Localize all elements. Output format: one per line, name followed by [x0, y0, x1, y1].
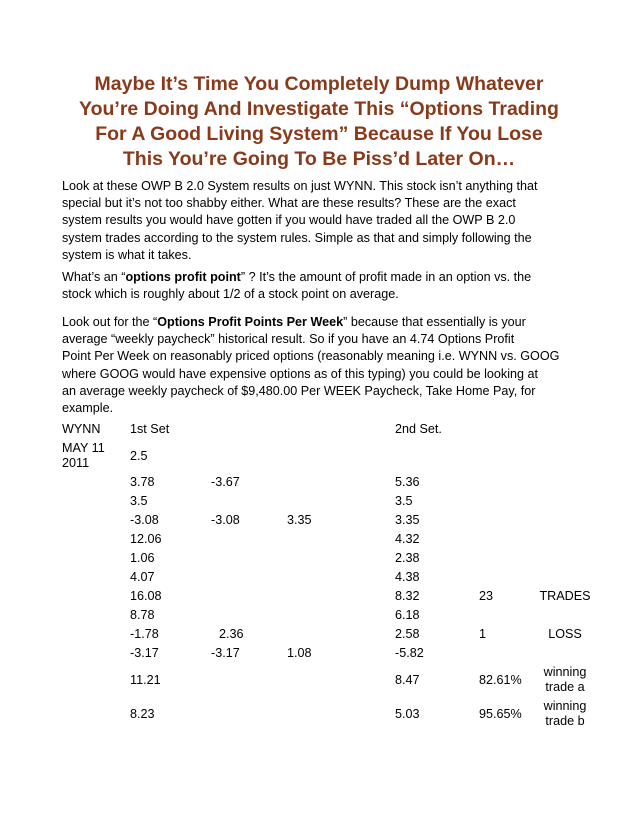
table-row [58, 530, 595, 549]
table-cell: 5.03 [395, 706, 420, 721]
table-cell [207, 439, 283, 473]
table-cell [58, 644, 126, 663]
table-cell [283, 492, 391, 511]
table-cell [283, 606, 391, 625]
table-cell [535, 606, 595, 625]
table-cell [58, 530, 126, 549]
table-row [58, 644, 595, 663]
table-cell [475, 530, 535, 549]
table-cell [535, 511, 595, 530]
table-cell [535, 420, 595, 439]
table-cell [58, 587, 126, 606]
paragraph-line: system results you would have gotten if you would have traded all the OWP B 2.0 [62, 213, 516, 228]
bold-term: Options Profit Points Per Week [157, 315, 344, 329]
table-cell [535, 473, 595, 492]
table-row [58, 492, 595, 511]
table-cell: 3.5 [395, 494, 413, 508]
paragraph-line: system is what it takes. [62, 247, 192, 262]
definition-paragraph [62, 269, 582, 303]
table-row [58, 568, 595, 587]
text-segment: What’s an “ [62, 270, 126, 284]
table-cell [58, 492, 126, 511]
table-cell: 1.08 [287, 646, 312, 660]
table-cell: winning trade a [543, 665, 587, 694]
table-cell: 4.32 [395, 532, 420, 546]
paragraph-line [62, 269, 582, 286]
table-cell [207, 568, 283, 587]
text-segment: ” ? It’s the amount of profit made in an option vs. the [240, 270, 532, 284]
table-row [58, 549, 595, 568]
table-cell: 8.32 [395, 589, 420, 603]
table-cell: 8.78 [130, 608, 155, 622]
table-cell [475, 511, 535, 530]
paragraph-line: stock which is roughly about 1/2 of a stock point on average. [62, 287, 399, 302]
table-cell: 4.38 [395, 570, 420, 584]
text-segment: ” because that essentially is your [343, 315, 526, 329]
table-cell [283, 439, 391, 473]
paragraph-line: Look at these OWP B 2.0 System results on just WYNN. This stock isn’t anything that [62, 179, 538, 193]
weekly-paycheck-paragraph [62, 314, 582, 417]
table-cell: -5.82 [395, 646, 424, 660]
table-cell: 6.18 [395, 608, 420, 622]
table-cell [58, 606, 126, 625]
table-row [58, 663, 595, 697]
table-cell: 5.36 [395, 475, 420, 489]
table-row [58, 439, 595, 473]
paragraph-line: where GOOG would have expensive options as of this typing) you could be looking at [62, 366, 539, 381]
table-cell: -3.67 [211, 475, 240, 489]
table-cell [475, 473, 535, 492]
table-cell [207, 606, 283, 625]
bold-term: options profit point [125, 270, 241, 284]
table-cell [207, 492, 283, 511]
table-cell: 2.38 [395, 551, 420, 565]
table-cell [475, 606, 535, 625]
table-row [58, 587, 595, 606]
table-row [58, 625, 595, 644]
table-cell [391, 439, 475, 473]
table-cell: 4.07 [130, 570, 155, 584]
table-cell [283, 420, 391, 439]
title-line: This You’re Going To Be Piss’d Later On… [122, 148, 516, 170]
table-cell [58, 549, 126, 568]
table-cell: -3.17 [130, 646, 159, 660]
page-title [62, 72, 576, 172]
title-line: You’re Doing And Investigate This “Options Trading [79, 98, 559, 120]
table-row [58, 511, 595, 530]
table-cell [207, 420, 283, 439]
table-cell: 11.21 [130, 672, 161, 687]
table-cell: 1 [479, 627, 487, 641]
table-cell: -1.78 [130, 627, 159, 641]
table-cell: 2nd Set. [395, 422, 442, 436]
table-cell [207, 549, 283, 568]
table-row [58, 420, 595, 439]
paragraph-line: special but it’s not too shabby either. What are these results? These are the exact [62, 196, 516, 211]
table-cell: 82.61% [479, 672, 522, 687]
table-cell [475, 420, 535, 439]
table-cell: 16.08 [130, 589, 162, 603]
table-cell [283, 663, 391, 697]
table-cell: 2.5 [130, 448, 148, 463]
table-cell [475, 549, 535, 568]
table-cell [58, 511, 126, 530]
table-cell: 3.78 [130, 475, 155, 489]
table-cell [535, 568, 595, 587]
table-cell [283, 587, 391, 606]
text-segment: Look out for the “ [62, 315, 158, 329]
table-cell: 2.36 [219, 627, 244, 641]
table-cell [58, 473, 126, 492]
table-cell [58, 625, 126, 644]
table-cell: 23 [479, 589, 494, 603]
paragraph-line [62, 314, 582, 331]
table-row [58, 697, 595, 731]
table-cell: -3.08 [130, 513, 159, 527]
title-line: For A Good Living System” Because If You Lose [95, 123, 543, 145]
paragraph-line: Point Per Week on reasonably priced options (reasonably meaning i.e. WYNN vs. GOOG [62, 349, 560, 364]
title-line: Maybe It’s Time You Completely Dump Whatever [94, 73, 544, 95]
intro-paragraph [62, 178, 582, 264]
table-cell [535, 644, 595, 663]
results-table [58, 420, 595, 731]
table-cell [475, 644, 535, 663]
table-cell: 1.06 [130, 551, 155, 565]
table-cell [475, 568, 535, 587]
table-cell [283, 568, 391, 587]
paragraph-line: average “weekly paycheck” historical result. So if you have an 4.74 Options Profit [62, 332, 515, 347]
table-cell [207, 587, 283, 606]
table-cell [283, 697, 391, 731]
table-cell [207, 663, 283, 697]
table-cell: 8.23 [130, 706, 155, 721]
paragraph-line: example. [62, 401, 114, 416]
table-cell [58, 663, 126, 697]
table-row [58, 606, 595, 625]
table-cell [475, 492, 535, 511]
table-cell: 1st Set [130, 422, 170, 436]
table-cell [535, 439, 595, 473]
table-cell [207, 697, 283, 731]
table-cell: 2.58 [395, 627, 420, 641]
table-cell [283, 530, 391, 549]
paragraph-line: an average weekly paycheck of $9,480.00 Per WEEK Paycheck, Take Home Pay, for [62, 383, 536, 398]
table-cell [535, 549, 595, 568]
table-cell [207, 530, 283, 549]
table-cell: 3.5 [130, 494, 148, 508]
table-cell: 3.35 [395, 513, 420, 527]
table-cell [283, 549, 391, 568]
table-cell [58, 568, 126, 587]
table-cell: WYNN [62, 422, 101, 436]
table-cell: MAY 11 2011 [62, 441, 105, 470]
table-cell: 8.47 [395, 672, 420, 687]
table-cell: 95.65% [479, 706, 522, 721]
table-cell: LOSS [548, 627, 582, 641]
table-cell: -3.08 [211, 513, 240, 527]
paragraph-line: system trades according to the system rules. Simple as that and simply following the [62, 230, 532, 245]
table-cell: 12.06 [130, 532, 162, 546]
table-cell [535, 530, 595, 549]
table-cell: -3.17 [211, 646, 240, 660]
table-cell: 3.35 [287, 513, 312, 527]
table-cell [58, 697, 126, 731]
table-row [58, 473, 595, 492]
table-cell [475, 439, 535, 473]
table-cell [283, 473, 391, 492]
table-cell [283, 625, 391, 644]
results-table-body [58, 420, 595, 731]
table-cell: winning trade b [543, 699, 587, 728]
table-cell [535, 492, 595, 511]
table-cell: TRADES [539, 589, 591, 603]
